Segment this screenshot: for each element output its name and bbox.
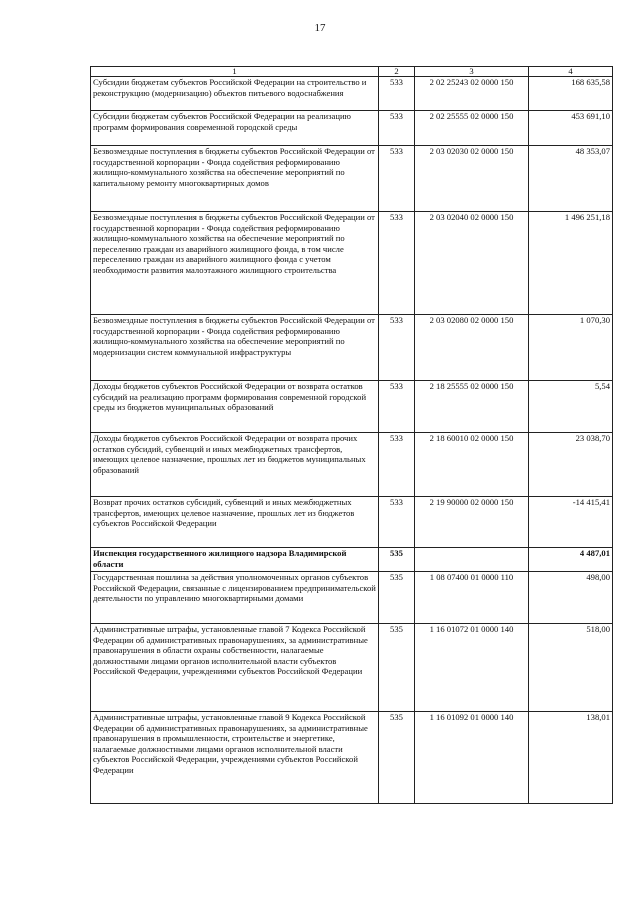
row-kbk: 2 02 25555 02 0000 150 bbox=[415, 111, 529, 146]
row-amount: 48 353,07 bbox=[529, 146, 613, 212]
table-row bbox=[91, 212, 613, 315]
table-row bbox=[91, 624, 613, 712]
row-name: Безвозмездные поступления в бюджеты субъектов Российской Федерации от государственной корпорации - Фонда содействия реформированию жилищно-коммунального хозяйства на обеспечение мероприятий по модернизации систем коммунальной инфраструктуры bbox=[91, 315, 379, 381]
header-cell: 1 bbox=[91, 67, 379, 77]
row-amount: 1 496 251,18 bbox=[529, 212, 613, 315]
row-kbk: 2 02 25243 02 0000 150 bbox=[415, 77, 529, 111]
row-name: Инспекция государственного жилищного надзора Владимирской области bbox=[91, 548, 379, 572]
row-amount: 23 038,70 bbox=[529, 433, 613, 497]
table-row bbox=[91, 146, 613, 212]
row-kbk: 2 03 02040 02 0000 150 bbox=[415, 212, 529, 315]
row-code: 533 bbox=[379, 77, 415, 111]
table-row bbox=[91, 497, 613, 548]
row-code: 535 bbox=[379, 572, 415, 624]
row-name: Субсидии бюджетам субъектов Российской Федерации на реализацию программ формирования современной городской среды bbox=[91, 111, 379, 146]
row-name: Доходы бюджетов субъектов Российской Федерации от возврата остатков субсидий на реализацию программ формирования современной городской среды из бюджетов муниципальных образований bbox=[91, 381, 379, 433]
table-row bbox=[91, 315, 613, 381]
header-cell: 4 bbox=[529, 67, 613, 77]
row-kbk bbox=[415, 548, 529, 572]
row-name: Безвозмездные поступления в бюджеты субъектов Российской Федерации от государственной корпорации - Фонда содействия реформированию жилищно-коммунального хозяйства на обеспечение мероприятий по переселению граждан из аварийного жилищного фонда, в том числе переселению граждан из аварийного жилищного фонда с учетом необходимости развития малоэтажного жилищного строительства bbox=[91, 212, 379, 315]
row-code: 533 bbox=[379, 146, 415, 212]
row-kbk: 2 18 25555 02 0000 150 bbox=[415, 381, 529, 433]
row-name: Возврат прочих остатков субсидий, субвенций и иных межбюджетных трансфертов, имеющих целевое назначение, прошлых лет из бюджетов субъектов Российской Федерации bbox=[91, 497, 379, 548]
header-cell: 2 bbox=[379, 67, 415, 77]
row-code: 533 bbox=[379, 433, 415, 497]
row-amount: 1 070,30 bbox=[529, 315, 613, 381]
row-name: Субсидии бюджетам субъектов Российской Федерации на строительство и реконструкцию (модернизацию) объектов питьевого водоснабжения bbox=[91, 77, 379, 111]
row-kbk: 1 16 01072 01 0000 140 bbox=[415, 624, 529, 712]
table-row bbox=[91, 111, 613, 146]
row-code: 533 bbox=[379, 212, 415, 315]
row-amount: 138,01 bbox=[529, 712, 613, 804]
row-amount: 498,00 bbox=[529, 572, 613, 624]
table-header-row bbox=[91, 67, 613, 77]
row-kbk: 2 03 02080 02 0000 150 bbox=[415, 315, 529, 381]
row-kbk: 2 03 02030 02 0000 150 bbox=[415, 146, 529, 212]
row-code: 533 bbox=[379, 497, 415, 548]
row-name: Административные штрафы, установленные главой 9 Кодекса Российской Федерации об административных правонарушениях, за административные правонарушения в промышленности, строительстве и энергетике, налагаемые должностными лицами органов исполнительной власти субъектов Российской Федерации, учреждениями субъектов Российской Федерации bbox=[91, 712, 379, 804]
row-amount: -14 415,41 bbox=[529, 497, 613, 548]
header-cell: 3 bbox=[415, 67, 529, 77]
row-code: 535 bbox=[379, 548, 415, 572]
table-row bbox=[91, 572, 613, 624]
row-kbk: 2 18 60010 02 0000 150 bbox=[415, 433, 529, 497]
row-amount: 4 487,01 bbox=[529, 548, 613, 572]
row-name: Доходы бюджетов субъектов Российской Федерации от возврата прочих остатков субсидий, субвенций и иных межбюджетных трансфертов, имеющих целевое назначение, прошлых лет из бюджетов муниципальных образований bbox=[91, 433, 379, 497]
table-row-section-header bbox=[91, 548, 613, 572]
row-code: 535 bbox=[379, 712, 415, 804]
row-amount: 5,54 bbox=[529, 381, 613, 433]
row-code: 533 bbox=[379, 111, 415, 146]
row-name: Государственная пошлина за действия уполномоченных органов субъектов Российской Федерации, связанные с лицензированием предпринимательской деятельности по управлению многоквартирными домами bbox=[91, 572, 379, 624]
row-code: 535 bbox=[379, 624, 415, 712]
table-row bbox=[91, 381, 613, 433]
revenue-table bbox=[90, 66, 613, 804]
row-code: 533 bbox=[379, 315, 415, 381]
row-code: 533 bbox=[379, 381, 415, 433]
table-row bbox=[91, 77, 613, 111]
row-name: Безвозмездные поступления в бюджеты субъектов Российской Федерации от государственной корпорации - Фонда содействия реформированию жилищно-коммунального хозяйства на обеспечение мероприятий по капитальному ремонту многоквартирных домов bbox=[91, 146, 379, 212]
row-amount: 518,00 bbox=[529, 624, 613, 712]
page-number: 17 bbox=[314, 22, 326, 34]
row-kbk: 1 08 07400 01 0000 110 bbox=[415, 572, 529, 624]
table-row bbox=[91, 433, 613, 497]
row-name: Административные штрафы, установленные главой 7 Кодекса Российской Федерации об административных правонарушениях, за административные правонарушения в области охраны собственности, налагаемые должностными лицами органов исполнительной власти субъектов Российской Федерации, учреждениями субъектов Российской Федерации bbox=[91, 624, 379, 712]
row-kbk: 2 19 90000 02 0000 150 bbox=[415, 497, 529, 548]
row-amount: 453 691,10 bbox=[529, 111, 613, 146]
table-row bbox=[91, 712, 613, 804]
row-kbk: 1 16 01092 01 0000 140 bbox=[415, 712, 529, 804]
row-amount: 168 635,58 bbox=[529, 77, 613, 111]
